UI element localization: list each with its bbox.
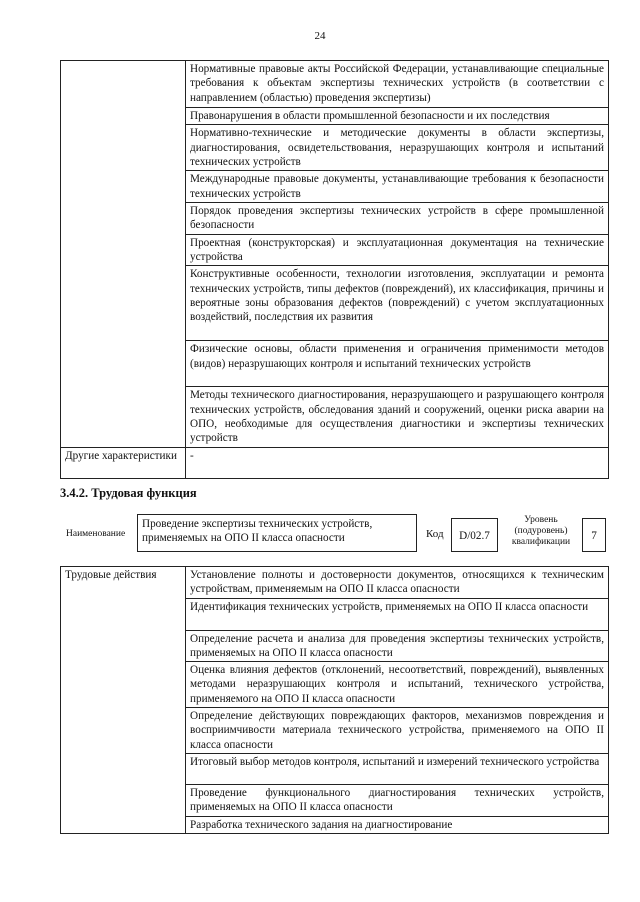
table-row	[61, 61, 609, 108]
requirement-cell: Нормативно-технические и методические документы в области экспертизы, диагностирования, освидетельствования, неразрушающих контроля и испытаний технических устройств	[186, 125, 609, 171]
action-cell: Идентификация технических устройств, применяемых на ОПО II класса опасности	[186, 598, 609, 630]
action-cell: Разработка технического задания на диагностирование	[186, 817, 609, 834]
requirement-cell: Физические основы, области применения и ограничения применимости методов (видов) неразрушающих контроля и испытаний технических устройств	[186, 341, 609, 387]
requirement-cell: Проектная (конструкторская) и эксплуатационная документация на технические устройства	[186, 234, 609, 266]
table-row	[61, 448, 609, 479]
qualification-level-label: Уровень (подуровень) квалификации	[511, 515, 571, 547]
labor-actions-label: Трудовые действия	[61, 567, 186, 834]
action-cell: Определение действующих повреждающих факторов, механизмов повреждения и восприимчивости материала технического устройства, применяемого на ОПО II класса опасности	[186, 708, 609, 754]
page-number: 24	[314, 30, 326, 42]
code-label: Код	[426, 528, 444, 540]
knowledge-requirements-table	[60, 60, 609, 479]
empty-label-cell	[61, 61, 186, 448]
section-heading: 3.4.2. Трудовая функция	[60, 486, 197, 500]
name-label: Наименование	[66, 529, 126, 539]
other-characteristics-value: -	[186, 448, 609, 479]
action-cell: Оценка влияния дефектов (отклонений, несоответствий, повреждений), выявленных методами неразрушающих контроля и испытаний, технического устройства, применяемого на ОПО II класса опасности	[186, 662, 609, 708]
action-cell: Установление полноты и достоверности документов, относящихся к техническим устройствам, применяемым на ОПО II класса опасности	[186, 567, 609, 599]
table-row	[61, 567, 609, 599]
requirement-cell: Нормативные правовые акты Российской Федерации, устанавливающие специальные требования к объектам экспертизы технических устройств (в соответствии с направлением (областью) проведения экспертизы)	[186, 61, 609, 108]
requirement-cell: Правонарушения в области промышленной безопасности и их последствия	[186, 108, 609, 125]
qualification-level-value: 7	[582, 518, 606, 552]
other-characteristics-label: Другие характеристики	[61, 448, 186, 479]
action-cell: Итоговый выбор методов контроля, испытаний и измерений технического устройства	[186, 754, 609, 785]
requirement-cell: Методы технического диагностирования, неразрушающего и разрушающего контроля технических устройств, обследования зданий и сооружений, оценки риска аварии на ОПО, необходимые для осуществления диагностики и экспертизы технических устройств	[186, 387, 609, 448]
function-name: Проведение экспертизы технических устройств, применяемых на ОПО II класса опасности	[137, 514, 417, 552]
code-value: D/02.7	[451, 518, 498, 552]
action-cell: Проведение функционального диагностирования технических устройств, применяемых на ОПО II класса опасности	[186, 785, 609, 817]
requirement-cell: Конструктивные особенности, технологии изготовления, эксплуатации и ремонта технических устройств, типы дефектов (повреждений), их классификация, причины и вероятные зоны образования дефектов (повреждений) с учетом эксплуатационных воздействий, последствия их развития	[186, 266, 609, 341]
action-cell: Определение расчета и анализа для проведения экспертизы технических устройств, применяемых на ОПО II класса опасности	[186, 630, 609, 662]
requirement-cell: Международные правовые документы, устанавливающие требования к безопасности технических устройств	[186, 171, 609, 203]
labor-actions-table	[60, 566, 609, 834]
requirement-cell: Порядок проведения экспертизы технических устройств в сфере промышленной безопасности	[186, 202, 609, 234]
